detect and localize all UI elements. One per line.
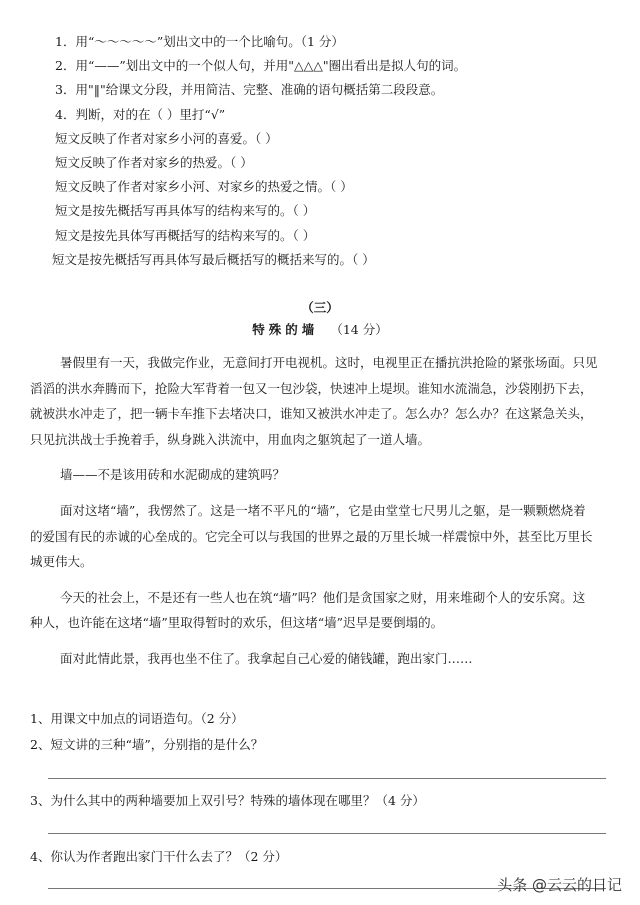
passage-line: 面对此情此景，我再也坐不住了。我拿起自己心爱的储钱罐，跑出家门…… [60,650,473,666]
judgement-item: 短文是按先概括写再具体写的结构来写的。（ ） [55,203,316,219]
passage-points: （14 分） [330,322,388,337]
passage-line: 墙——不是该用砖和水泥砌成的建筑吗？ [60,467,286,483]
passage-line: 城更伟大。 [30,554,93,570]
question-4: 4、你认为作者跑出家门干什么去了？（2 分） [30,849,288,864]
watermark: 头条 @云云的日记 [497,876,622,894]
passage-body [30,350,615,672]
judgement-item: 短文反映了作者对家乡的热爱。（ ） [55,154,253,170]
passage-line: 的爱国有民的赤诚的心垒成的。它完全可以与我国的世界之最的万里长城一样震惊中外，甚至比万里长 [30,528,593,544]
section-number: （三） [301,300,339,315]
passage-line: 滔滔的洪水奔腾而下，抢险大军背着一包又一包沙袋，快速冲上堤坝。谁知水流湍急，沙袋刚扔下去， [30,380,593,396]
section1-line: 3．用"‖"给课文分段，并用简洁、完整、准确的语句概括第二段段意。 [55,82,444,98]
question-1: 1、用课文中加点的词语造句。（2 分） [30,711,244,726]
section1-line: 2．用“——”划出文中的一个似人句，并用"△△△"圈出看出是拟人句的词。 [55,58,467,74]
passage-line: 面对这堵“墙”，我愣然了。这是一堵不平凡的“墙”，它是由堂堂七尺男儿之躯，是一颗颗燃烧着 [60,502,586,518]
passage-heading [0,320,640,338]
answer-line[interactable] [48,778,606,779]
judgement-item: 短文反映了作者对家乡小河、对家乡的热爱之情。（ ） [55,179,353,195]
section1-line: 1．用“～～～～～”划出文中的一个比喻句。（1 分） [55,34,344,49]
passage-line: 今天的社会上，不是还有一些人也在筑“墙”吗？他们是贪国家之财，用来堆砌个人的安乐窝。这 [60,589,586,605]
judgement-item: 短文反映了作者对家乡小河的喜爱。（ ） [55,130,278,146]
passage-title: 特殊的墙 [252,322,319,337]
section1-questions [52,30,615,272]
judgement-item: 短文是按先具体写再概括写的结构来写的。（ ） [55,227,316,243]
question-2: 2、短文讲的三种“墙”，分别指的是什么？ [30,737,264,752]
passage-line: 只见抗洪战士手挽着手，纵身跳入洪流中，用血肉之躯筑起了一道人墙。 [30,431,431,447]
question-3: 3、为什么其中的两种墙要加上双引号？特殊的墙体现在哪里？（4 分） [30,793,425,808]
judgement-item: 短文是按先概括写再具体写最后概括写的概括来写的。（ ） [52,251,375,267]
section1-line: 4．判断，对的在（ ）里打“√” [55,106,226,122]
answer-line[interactable] [48,833,606,834]
passage-line: 种人，也许能在这堵“墙”里取得暂时的欢乐，但这堵“墙”迟早是要倒塌的。 [30,615,444,631]
passage-line: 就被洪水冲走了，把一辆卡车推下去堵决口，谁知又被洪水冲走了。怎么办？怎么办？在这紧急关头， [30,406,593,422]
passage-line: 暑假里有一天，我做完作业，无意间打开电视机。这时，电视里正在播抗洪抢险的紧张场面。只见 [60,355,598,370]
